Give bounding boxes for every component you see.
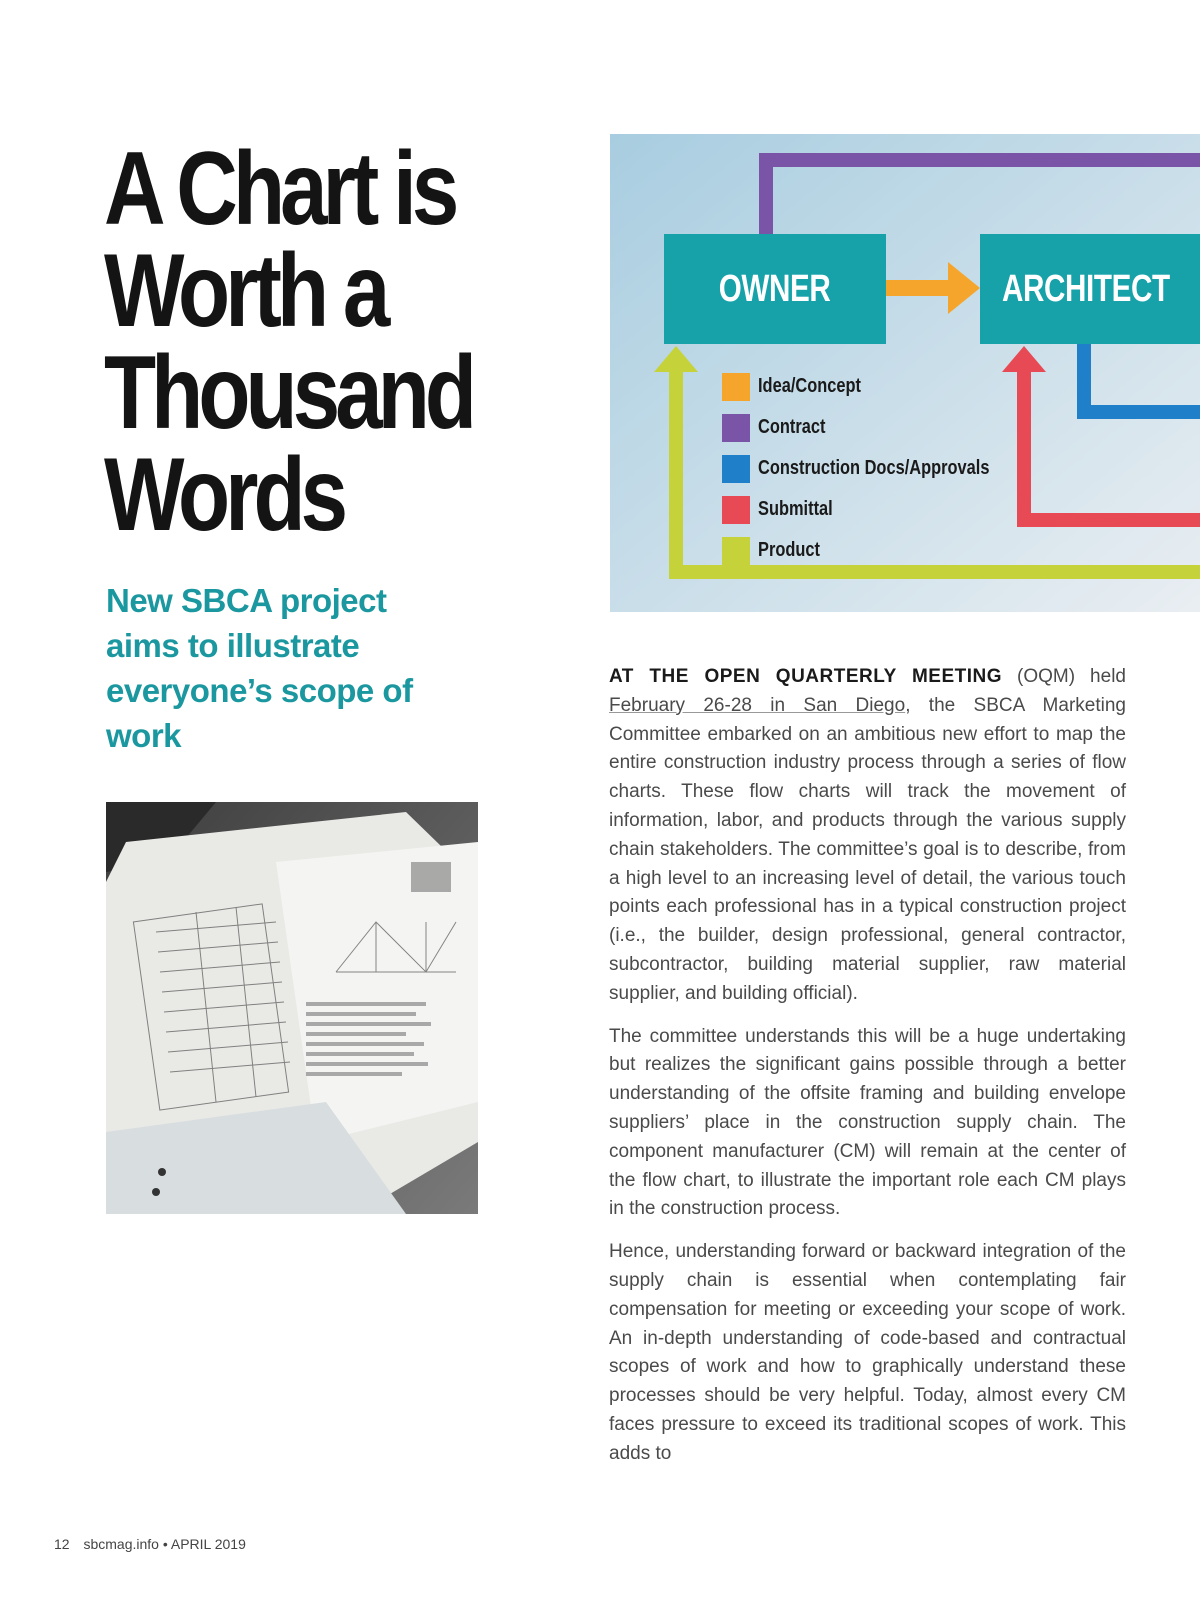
legend-swatch-product [722, 537, 750, 565]
article-paragraph-1 [609, 663, 1126, 1009]
headline-line-4: Words [104, 437, 344, 553]
headline-line-2: Worth a [104, 233, 386, 349]
page-footer [54, 1536, 246, 1552]
legend-item [722, 448, 1040, 489]
issue-date: APRIL 2019 [170, 1536, 246, 1552]
legend-item [722, 407, 1040, 448]
legend-swatch-contract [722, 414, 750, 442]
headline-line-3: Thousand [104, 335, 473, 451]
article-subhead: New SBCA project aims to illustrate everyone’s scope of work [106, 582, 413, 754]
paragraph-text: , the SBCA Marketing Committee embarked on an ambitious new effort to map the entire construction industry process through a series of flow charts. These flow charts will track the movement of information, labor, and products through the various supply chain stakeholders. The committee’s goal is to describe, from a high level to an increasing level of detail, the various touch points each professional has in a typical construction project (i.e., the builder, design professional, general contractor, subcontractor, building material supplier, raw material supplier, and building official). [609, 694, 1126, 1004]
diagram-legend [722, 366, 1040, 571]
article-paragraph-2: The committee understands this will be a huge undertaking but realizes the significant gains possible through a better understanding of the offsite framing and building envelope suppliers’ place in the construction supply chain. The component manufacturer (CM) will remain at the center of the flow chart, to illustrate the important role each CM plays in the construction process. [609, 1025, 1126, 1220]
headline-line-1: A Chart is [104, 131, 455, 247]
legend-swatch-submittal [722, 496, 750, 524]
footer-separator: • [162, 1536, 168, 1552]
article-paragraph-3: Hence, understanding forward or backward integration of the supply chain is essential when contemplating fair compensation for meeting or exceeding your scope of work. An in-depth understanding of code-based and contractual scopes of work and how to graphically understand these processes should be very helpful. Today, almost every CM faces pressure to exceed its traditional scopes of work. This adds to [609, 1241, 1126, 1464]
owner-box [664, 234, 886, 344]
event-date-link[interactable]: February 26-28 in San Diego [609, 694, 906, 716]
legend-swatch-idea [722, 373, 750, 401]
legend-item [722, 366, 1040, 407]
legend-item [722, 489, 1040, 530]
construction-plans-photo [106, 802, 478, 1214]
architect-box [980, 234, 1200, 344]
legend-label: Idea/Concept [758, 375, 861, 397]
legend-swatch-construction-docs [722, 455, 750, 483]
lead-in-caps: AT THE OPEN QUARTERLY MEETING [609, 666, 1002, 687]
architect-label: ARCHITECT [1002, 267, 1170, 310]
paragraph-text: (OQM) held [1002, 666, 1126, 687]
flow-chart-graphic [610, 134, 1200, 612]
article-headline [104, 131, 473, 553]
legend-label: Submittal [758, 498, 833, 520]
site-url: sbcmag.info [83, 1536, 159, 1552]
owner-label: OWNER [719, 267, 831, 310]
legend-label: Product [758, 539, 820, 561]
legend-item [722, 530, 1040, 571]
legend-label: Contract [758, 416, 826, 438]
page-number: 12 [54, 1536, 70, 1552]
legend-label: Construction Docs/Approvals [758, 457, 990, 479]
article-body [609, 663, 1126, 1483]
